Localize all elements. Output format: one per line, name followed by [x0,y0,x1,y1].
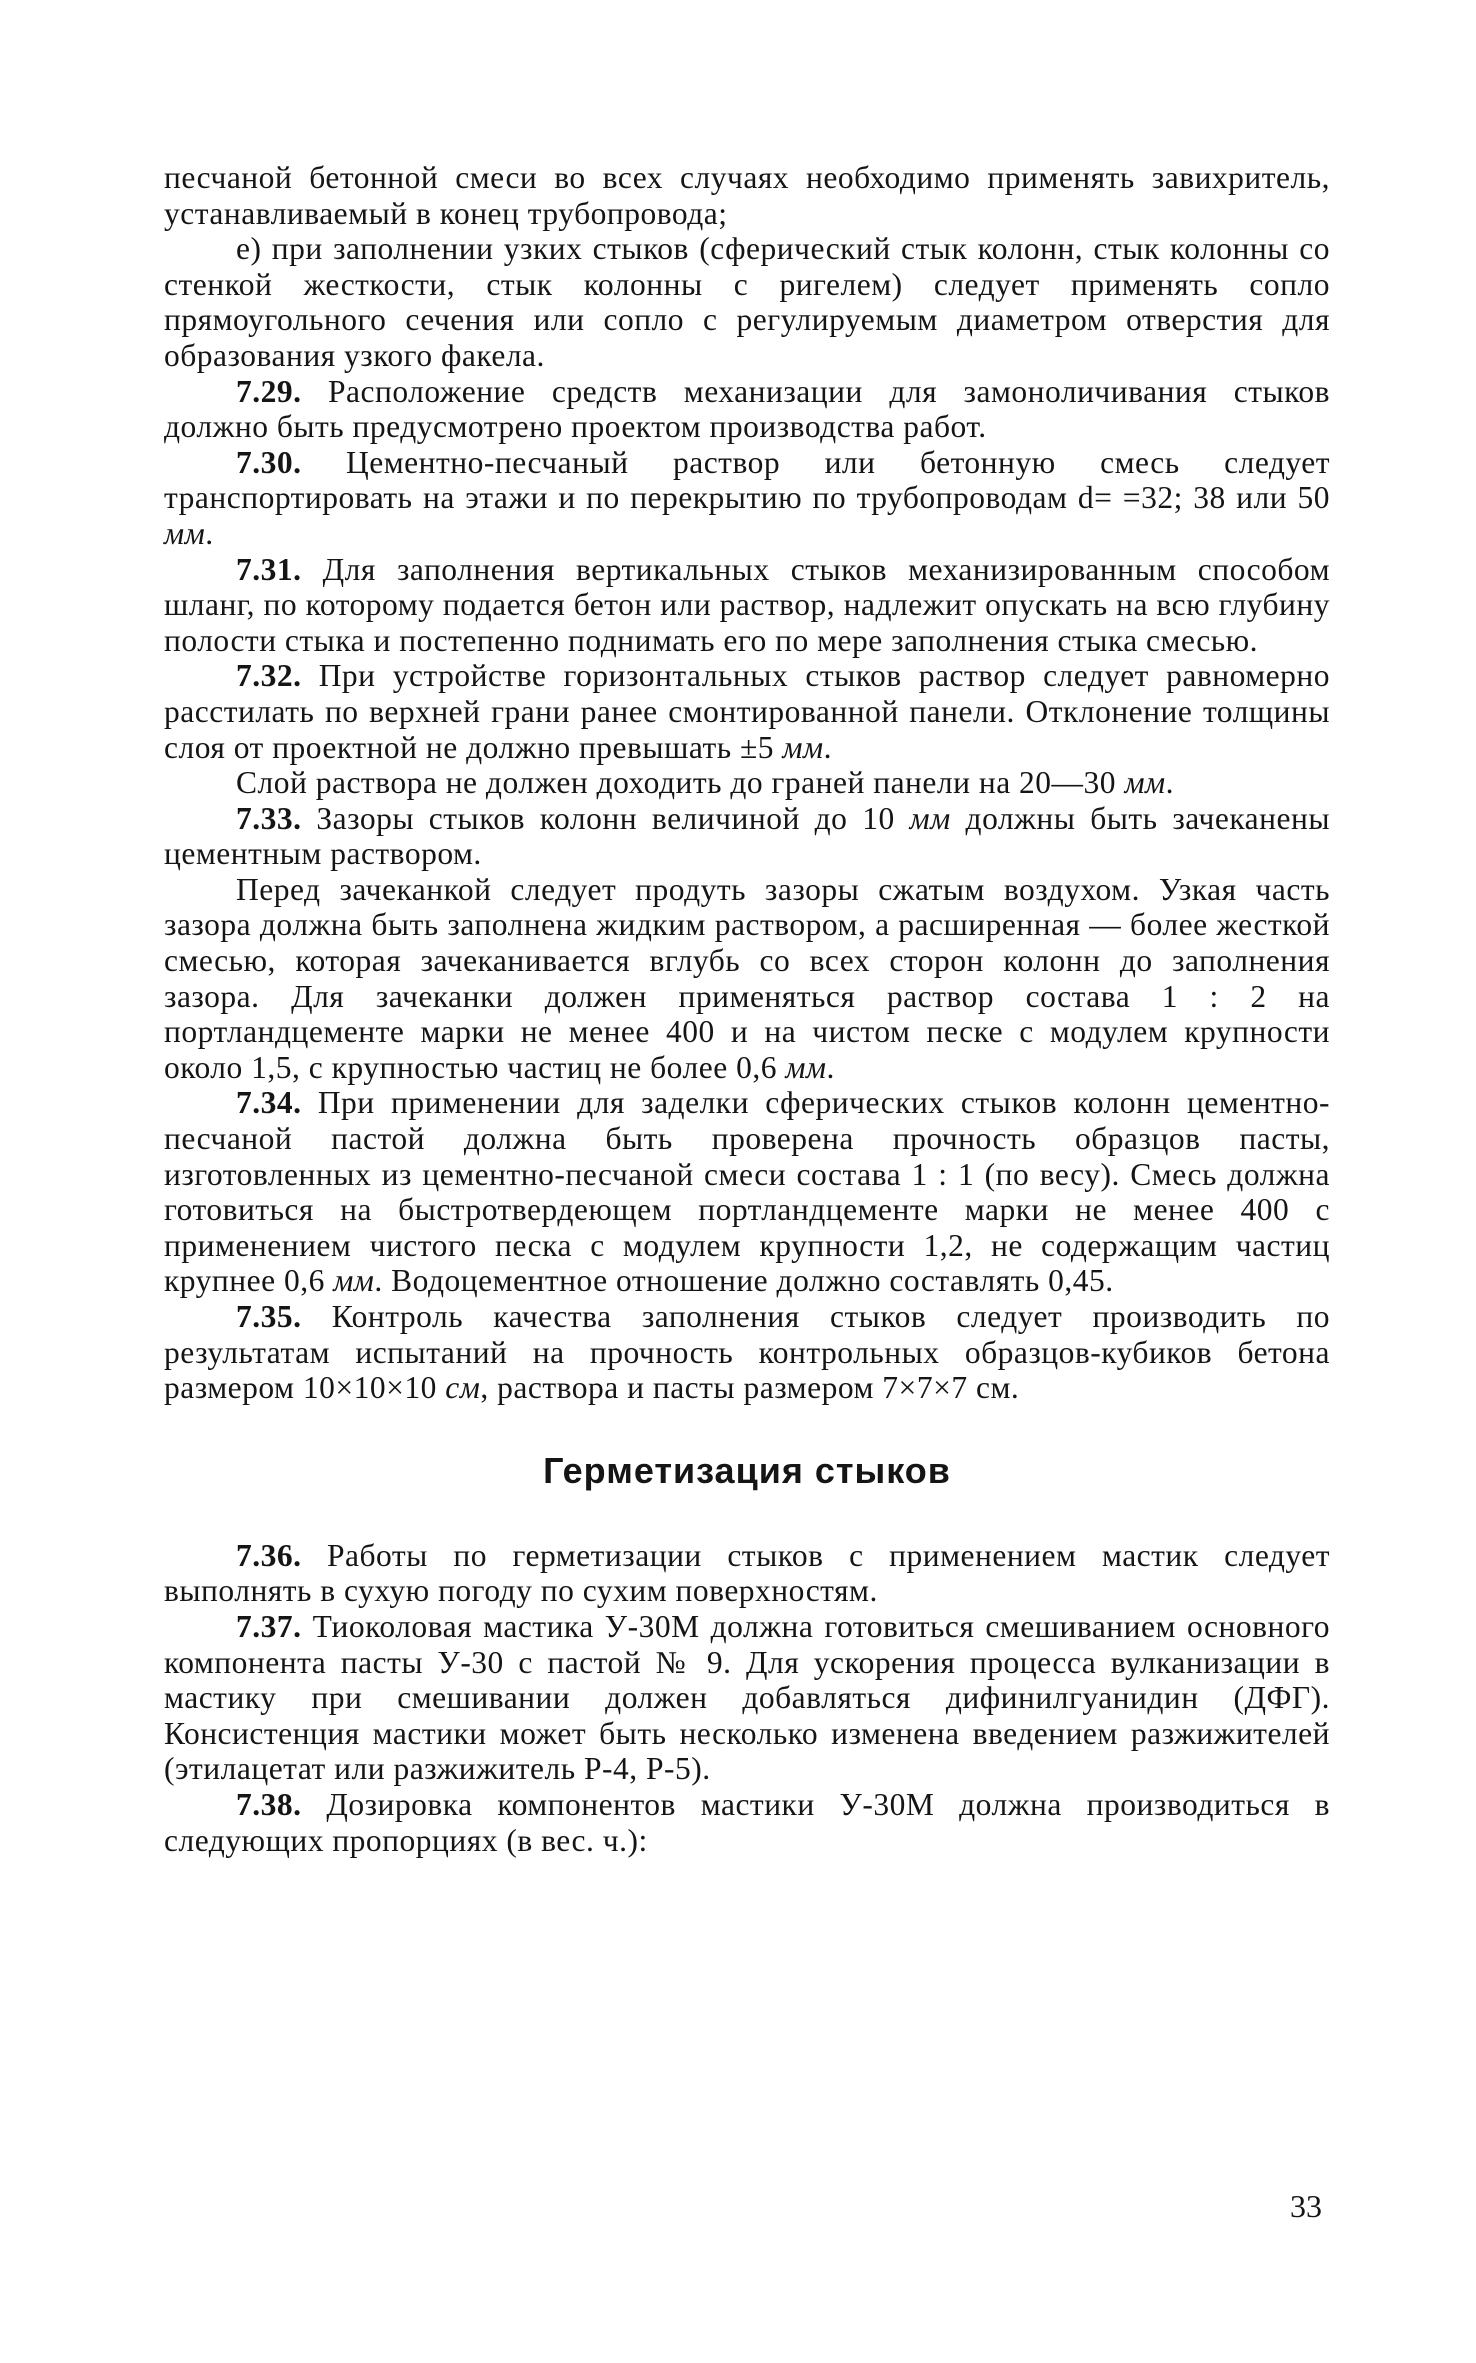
paragraph-tail: . [823,729,833,765]
clause-paragraph [164,658,1330,765]
clause-number: 7.37. [236,1608,302,1644]
paragraph-text: Работы по герметизации стыков с применением мастик следует выполнять в сухую погоду по сухим поверхностям. [164,1537,1330,1609]
clause-number: 7.33. [236,800,302,836]
paragraph-text: Зазоры стыков колонн величиной до 10 [316,800,895,836]
paragraph-text: е) при заполнении узких стыков (сферический стык колонн, стык колонны со стенкой жесткости, стык колонны с ригелем) следует применять сопло прямоугольного сечения или сопло с регулируемым диаметром отверстия для образования узкого факела. [164,231,1330,373]
paragraph-text: Тиоколовая мастика У-30М должна готовиться смешиванием основного компонента пасты У-30 с пастой № 9. Для ускорения процесса вулканизации в мастику при смешивании должен добавляться дифинилгуанидин (ДФГ). Консистенция мастики может быть несколько изменена введением разжижителей (этилацетат или разжижитель Р-4, Р-5). [164,1608,1330,1787]
clause-paragraph [164,1538,1330,1609]
paragraph-text: песчаной бетонной смеси во всех случаях необходимо применять завихритель, устанавливаемый в конец трубопровода; [164,160,1330,231]
unit-text: мм [782,729,824,765]
page-number: 33 [1290,2188,1322,2224]
paragraph [164,231,1330,373]
page-body [164,160,1330,1858]
clause-paragraph [164,801,1330,872]
clause-number: 7.34. [236,1085,302,1121]
paragraph-text: При применении для заделки сферических стыков колонн цементно-песчаной пастой должна быть проверена прочность образцов пасты, изготовленных из цементно-песчаной смеси состава 1 : 1 (по весу). Смесь должна готовиться на быстротвердеющем портландцементе марки не менее 400 с применением чистого песка с модулем крупности 1,2, не содержащим частиц крупнее 0,6 [164,1085,1330,1299]
paragraph [164,160,1330,231]
paragraph-text: При устройстве горизонтальных стыков раствор следует равномерно расстилать по верхней грани ранее смонтированной панели. Отклонение толщины слоя от проектной не должно превышать ±5 [164,658,1331,765]
clause-number: 7.30. [236,444,302,480]
paragraph-text: Для заполнения вертикальных стыков механизированным способом шланг, по которому подается бетон или раствор, надлежит опускать на всю глубину полости стыка и постепенно поднимать его по мере заполнения стыка смесью. [164,551,1331,658]
paragraph-tail: . [205,515,214,551]
clause-paragraph [164,1609,1330,1787]
paragraph-tail: должны быть зачеканены цементным раствором. [164,800,1331,872]
unit-text: см [445,1370,481,1406]
clause-number: 7.36. [236,1537,302,1573]
paragraph-text: Слой раствора не должен доходить до граней панели на 20—30 [236,765,1117,801]
section-heading: Герметизация стыков [543,1449,951,1491]
unit-text: мм [785,1049,827,1085]
paragraph-tail: . [1165,765,1175,801]
clause-paragraph [164,552,1330,659]
clause-paragraph [164,1085,1330,1299]
paragraph-tail: . Водоцементное отношение должно составлять 0,45. [374,1263,1114,1299]
paragraph-tail: , раствора и пасты размером 7×7×7 см. [480,1370,1020,1406]
paragraph-text: Контроль качества заполнения стыков следует производить по результатам испытаний на прочность контрольных образцов-кубиков бетона размером 10×10×10 [164,1299,1330,1406]
clause-number: 7.35. [236,1299,302,1334]
paragraph-tail: . [826,1049,835,1085]
clause-paragraph [164,1299,1330,1406]
clause-number: 7.31. [236,551,302,587]
clause-number: 7.29. [236,373,302,409]
unit-text: мм [333,1263,375,1299]
paragraph-text: Перед зачеканкой следует продуть зазоры сжатым воздухом. Узкая часть зазора должна быть заполнена жидким раствором, а расширенная — более жесткой смесью, которая зачеканивается вглубь со всех сторон колонн до заполнения зазора. Для зачеканки должен применяться раствор состава 1 : 2 на портландцементе марки не менее 400 и на чистом песке с модулем крупности около 1,5, с крупностью частиц не более 0,6 [164,871,1330,1085]
clause-number: 7.32. [236,658,302,694]
clause-paragraph [164,374,1330,445]
clause-paragraph [164,1787,1330,1858]
unit-text: мм [164,515,206,551]
clause-paragraph [164,445,1330,552]
unit-text: мм [1124,765,1166,801]
clause-number: 7.38. [236,1786,302,1822]
paragraph-text: Дозировка компонентов мастики У-30М должна производиться в следующих пропорциях (в вес. ч.): [164,1786,1330,1858]
paragraph [164,765,1330,801]
paragraph-text: Расположение средств механизации для замоноличивания стыков должно быть предусмотрено проектом производства работ. [164,373,1330,445]
unit-text: мм [909,800,951,836]
paragraph-text: Цементно-песчаный раствор или бетонную смесь следует транспортировать на этажи и по перекрытию по трубопроводам d= =32; 38 или 50 [164,444,1330,516]
paragraph [164,872,1330,1086]
